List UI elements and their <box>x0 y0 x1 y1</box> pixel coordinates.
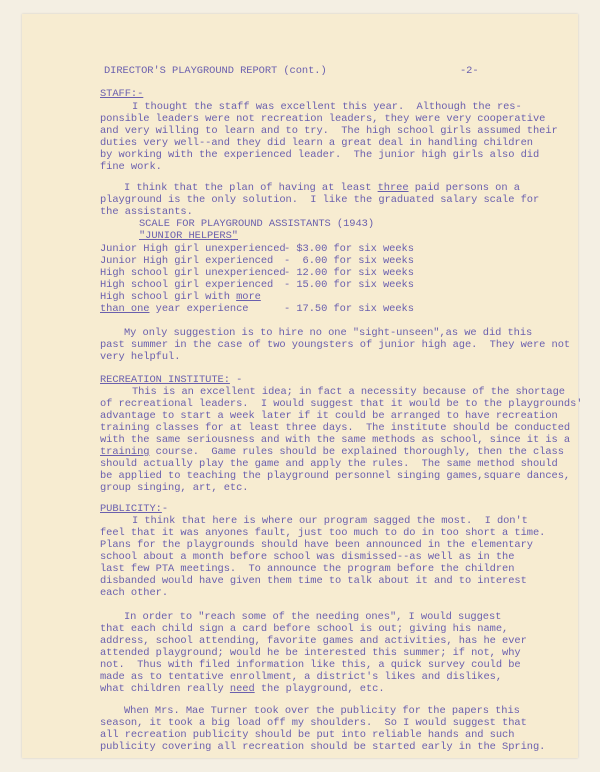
report-title: DIRECTOR'S PLAYGROUND REPORT (cont.) <box>104 65 327 77</box>
publicity-line: publicity covering all recreation should be started early in the Spring. <box>100 741 546 753</box>
scale-amount: - 6.00 for six weeks <box>284 255 414 267</box>
underlined-word: three <box>377 182 409 194</box>
scale-label: than one year experience <box>100 303 249 315</box>
publicity-line: Plans for the playgrounds should have been announced in the elementary <box>100 539 533 551</box>
scale-amount: - $3.00 for six weeks <box>284 243 414 255</box>
scale-subtitle: "JUNIOR HELPERS" <box>139 230 238 242</box>
scale-amount: - 15.00 for six weeks <box>284 279 414 291</box>
publicity-line: feel that it was anyones fault, just too much to do in too short a time. <box>100 527 546 539</box>
publicity-line: disbanded would have given them time to talk about it and to interest <box>100 575 527 587</box>
publicity-line: what children really need the playground, etc. <box>100 683 385 695</box>
section-heading-institute: RECREATION INSTITUTE: - <box>100 374 243 386</box>
publicity-line: that each child sign a card before school is out; giving his name, <box>100 623 509 635</box>
scale-label: High school girl unexperienced <box>100 267 286 279</box>
staff-line: and very willing to learn and to try. The high school girls assumed their <box>100 125 558 137</box>
staff-paragraph-3-line: very helpful. <box>100 351 181 363</box>
publicity-line: When Mrs. Mae Turner took over the publicity for the papers this <box>124 705 520 717</box>
staff-paragraph-2-line: the assistants. <box>100 206 193 218</box>
institute-line: advantage to start a week later if it could be arranged to have recreation <box>100 410 558 422</box>
staff-line: fine work. <box>100 161 162 173</box>
staff-line: I thought the staff was excellent this year. Although the res- <box>132 101 522 113</box>
publicity-line: In order to "reach some of the needing ones", I would suggest <box>124 611 502 623</box>
staff-paragraph-2-line: playground is the only solution. I like the graduated salary scale for <box>100 194 540 206</box>
staff-paragraph-3-line: past summer in the case of two youngsters of junior high age. They were not <box>100 339 571 351</box>
scale-label: Junior High girl unexperienced <box>100 243 286 255</box>
staff-line: duties very well--and they did learn a great deal in handling children <box>100 137 533 149</box>
institute-line: This is an excellent idea; in fact a necessity because of the shortage <box>132 386 565 398</box>
publicity-line: last few PTA meetings. To announce the program before the children <box>100 563 515 575</box>
institute-line: group singing, art, etc. <box>100 482 249 494</box>
institute-line: with the same seriousness and with the same methods as school, since it is a <box>100 434 571 446</box>
institute-line: be applied to teaching the playground personnel singing games,square dances, <box>100 470 571 482</box>
scale-title: SCALE FOR PLAYGROUND ASSISTANTS (1943) <box>139 218 375 230</box>
publicity-line: address, school attending, favorite games and activities, has he ever <box>100 635 527 647</box>
publicity-line: school about a month before school was dismissed--as well as in the <box>100 551 515 563</box>
publicity-line: not. Thus with filed information like this, a quick survey could be <box>100 659 521 671</box>
institute-line: training classes for at least three days. The institute should be conducted <box>100 422 571 434</box>
staff-line: ponsible leaders were not recreation leaders, they were very cooperative <box>100 113 546 125</box>
institute-line: training course. Game rules should be explained thoroughly, then the class <box>100 446 564 458</box>
scale-label: High school girl with more <box>100 291 261 303</box>
publicity-line: I think that here is where our program sagged the most. I don't <box>132 515 528 527</box>
institute-line: should actually play the game and apply the rules. The same method should <box>100 458 558 470</box>
staff-line: by working with the experienced leader. The junior high girls also did <box>100 149 540 161</box>
scale-label: High school girl experienced <box>100 279 274 291</box>
page-number: -2- <box>460 65 479 77</box>
scale-amount: - 17.50 for six weeks <box>284 303 414 315</box>
institute-line: of recreational leaders. I would suggest that it would be to the playgrounds' <box>100 398 583 410</box>
document-page <box>22 14 583 758</box>
publicity-line: all recreation publicity should be put into reliable hands and such <box>100 729 515 741</box>
publicity-line: each other. <box>100 587 169 599</box>
scale-amount: - 12.00 for six weeks <box>284 267 414 279</box>
staff-paragraph-3-line: My only suggestion is to hire no one "sight-unseen",as we did this <box>124 327 533 339</box>
section-heading-publicity: PUBLICITY:- <box>100 503 169 515</box>
publicity-line: season, it took a big load off my shoulders. So I would suggest that <box>100 717 527 729</box>
staff-paragraph-2-line: I think that the plan of having at least three paid persons on a <box>124 182 520 194</box>
publicity-line: attended playground; would he be interested this summer; if not, why <box>100 647 521 659</box>
section-heading-staff: STAFF:- <box>100 88 144 100</box>
publicity-line: made as to tentative enrollment, a district's likes and dislikes, <box>100 671 503 683</box>
scale-label: Junior High girl experienced <box>100 255 274 267</box>
